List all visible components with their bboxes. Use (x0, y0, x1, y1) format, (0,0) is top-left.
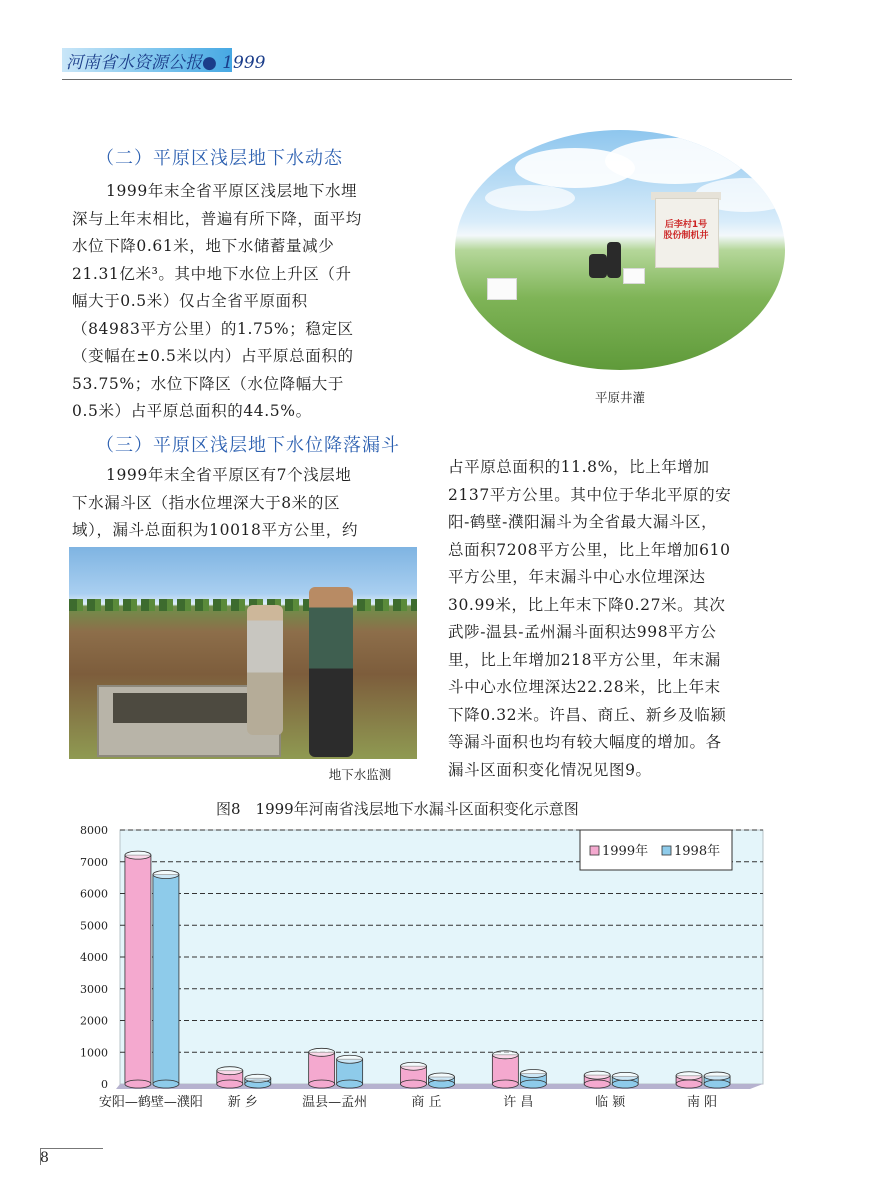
x-tick-label: 许 昌 (503, 1095, 534, 1110)
funnel-area-chart (60, 818, 780, 1118)
y-tick-label: 6000 (80, 887, 108, 901)
bar-base (217, 1080, 243, 1088)
text-line: 21.31亿米³。其中地下水位上升区（升 (72, 264, 352, 283)
text-line: 30.99米，比上年末下降0.27米。其次 (448, 595, 726, 614)
y-tick-label: 7000 (80, 855, 108, 869)
bar-base (612, 1080, 638, 1088)
text-line: 斗中心水位埋深达22.28米，比上年末 (448, 678, 721, 696)
text-line: 下降0.32米。许昌、商丘、新乡及临颍 (448, 705, 727, 724)
publication-title: 河南省水资源公报● 1999 (66, 53, 266, 73)
text-line: （变幅在±0.5米以内）占平原总面积的 (72, 347, 354, 365)
chart-title: 图8 1999年河南省浅层地下水漏斗区面积变化示意图 (216, 800, 579, 818)
text-line: 0.5米）占平原总面积的44.5%。 (72, 402, 312, 420)
y-tick-label: 3000 (80, 982, 108, 996)
text-line: 域），漏斗总面积为10018平方公里，约 (72, 521, 359, 539)
plain-irrigation-caption: 平原井灌 (594, 390, 645, 405)
x-tick-label: 新 乡 (227, 1095, 258, 1110)
y-tick-label: 2000 (80, 1014, 108, 1028)
x-tick-label: 临 颍 (595, 1095, 626, 1110)
text-line: 下水漏斗区（指水位埋深大于8米的区 (72, 493, 341, 512)
bar-base (153, 1080, 179, 1088)
text-line: 深与上年末相比，普遍有所下降，面平均 (72, 209, 362, 228)
section3-paragraph-left (72, 462, 420, 545)
bar-top (309, 1048, 335, 1056)
well-sign-line: 股份制机井 (663, 231, 709, 241)
plain-irrigation-photo (455, 130, 785, 370)
text-line: 1999年末全省平原区有7个浅层地 (106, 466, 352, 484)
bar-top (584, 1071, 610, 1079)
bar-base (492, 1080, 518, 1088)
y-tick-label: 4000 (80, 951, 108, 964)
groundwater-monitoring-photo (69, 547, 417, 759)
y-tick-label: 8000 (80, 824, 108, 837)
text-line: 武陟-温县-孟州漏斗面积达998平方公 (448, 623, 717, 641)
section3-heading: （三）平原区浅层地下水位降落漏斗 (96, 435, 400, 456)
bar-top (125, 851, 151, 859)
legend-swatch-1998 (662, 846, 671, 855)
bar-base (520, 1080, 546, 1088)
bar (153, 875, 179, 1084)
chart-legend (580, 830, 732, 870)
text-line: （84983平方公里）的1.75%；稳定区 (72, 319, 354, 338)
x-tick-label: 商 丘 (411, 1095, 442, 1110)
y-tick-label: 5000 (80, 919, 108, 933)
text-line: 53.75%；水位下降区（水位降幅大于 (72, 374, 345, 393)
section2-paragraph (72, 178, 444, 426)
section2-heading: （二）平原区浅层地下水动态 (96, 148, 343, 169)
legend-label-1998: 1998年 (674, 844, 721, 859)
text-line: 总面积7208平方公里，比上年增加610 (448, 540, 731, 559)
bar-base (309, 1080, 335, 1088)
bar-top (217, 1067, 243, 1075)
y-tick-label: 1000 (80, 1046, 108, 1060)
text-line: 阳-鹤壁-濮阳漏斗为全省最大漏斗区， (448, 513, 718, 531)
bar-top (337, 1055, 363, 1063)
groundwater-monitoring-caption: 地下水监测 (328, 767, 392, 782)
bar-base (704, 1080, 730, 1088)
text-line: 水位下降0.61米，地下水储蓄量减少 (72, 237, 335, 255)
x-tick-label: 安阳—鹤壁—濮阳 (98, 1095, 203, 1110)
bar-top (429, 1073, 455, 1081)
x-tick-label: 南 阳 (687, 1095, 718, 1110)
bar-top (401, 1062, 427, 1070)
text-line: 2137平方公里。其中位于华北平原的安 (448, 485, 732, 504)
text-line: 等漏斗面积也均有较大幅度的增加。各 (448, 733, 722, 751)
legend-swatch-1999 (590, 846, 599, 855)
header-divider (62, 79, 792, 80)
y-tick-label: 0 (101, 1078, 108, 1091)
bar-base (584, 1080, 610, 1088)
section3-paragraph-right (448, 454, 794, 784)
bar-top (704, 1072, 730, 1080)
bar-top (492, 1051, 518, 1059)
bar-top (520, 1070, 546, 1078)
bar-top (676, 1072, 702, 1080)
bar-base (401, 1080, 427, 1088)
text-line: 幅大于0.5米）仅占全省平原面积 (72, 292, 308, 310)
x-tick-label: 温县—孟州 (302, 1095, 368, 1110)
well-sign (655, 220, 717, 242)
bar-base (337, 1080, 363, 1088)
bar-top (153, 871, 179, 879)
page-corner-mark (40, 1148, 103, 1165)
page-number: 8 (40, 1150, 49, 1166)
text-line: 占平原总面积的11.8%，比上年增加 (448, 458, 710, 476)
text-line: 1999年末全省平原区浅层地下水埋 (106, 182, 358, 200)
bar-top (612, 1072, 638, 1080)
text-line: 里，比上年增加218平方公里，年末漏 (448, 650, 721, 669)
legend-label-1999: 1999年 (602, 844, 649, 859)
well-sign-line: 后李村1号 (664, 220, 708, 230)
bar (125, 855, 151, 1084)
text-line: 平方公里，年末漏斗中心水位埋深达 (448, 568, 706, 586)
text-line: 漏斗区面积变化情况见图9。 (448, 760, 652, 779)
bar (309, 1052, 335, 1084)
bar-base (676, 1080, 702, 1088)
bar-top (245, 1074, 271, 1082)
bar-base (125, 1080, 151, 1088)
